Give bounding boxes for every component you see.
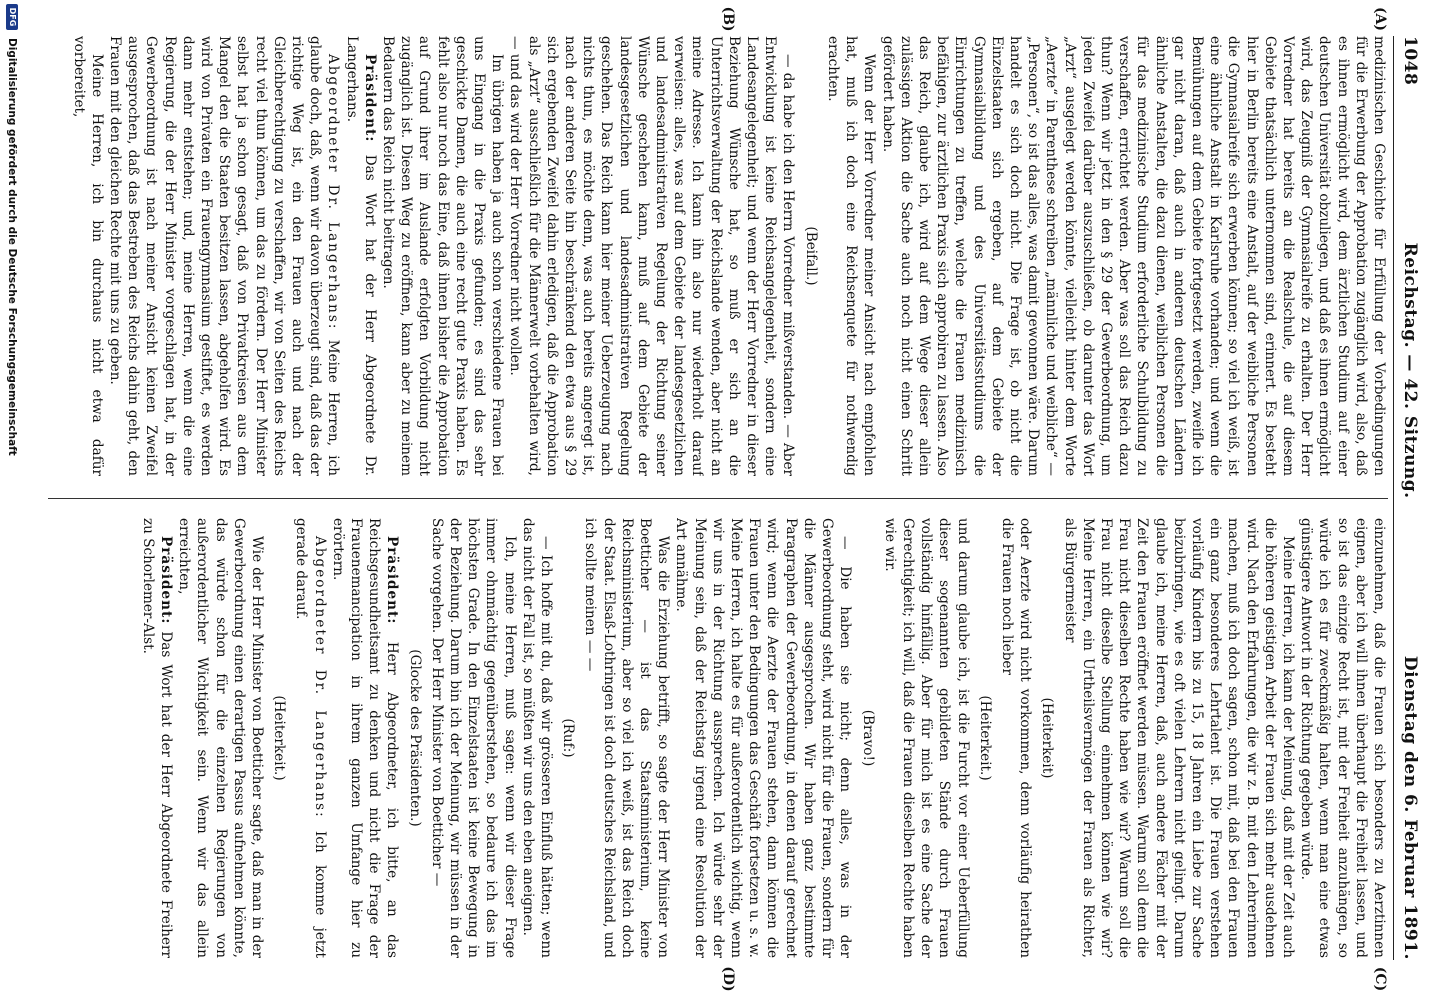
paragraph: — Die haben sie nicht; denn alles, was in der Gewerbeordnung steht, wird nicht für die Frauen, sondern für die Männer ausgesprochen. Wir haben ganz bestimmte Paragraphen der Gewerbeordnung, in denen darauf gerechnet wird; wenn die Aerzte der Frauen stehen, dann können die Frauen unter den Bedingungen das Geschäft fortsetzen u. s. w. Meine Herren, ich halte es für außerordentlich wichtig, wenn wir uns in der Richtung aussprechen. Ich würde sehr der Meinung sein, daß der Reichstag irgend eine Resolution der Art annähme. [673, 518, 854, 958]
speaker-text: Das Wort hat der Herr Abgeordnete Dr. Langerhans. [343, 36, 378, 476]
speaker-text: Meine Herren, ich glaube doch, daß, wenn wir davon überzeugt sind, daß das der richtige Weg ist, ein den Frauen auch und nach der Gleichberechtigung zu verschaffen, wir von Seiten des Reichs recht viel thun können, um das zu fördern. Der Herr Minister selbst hat ja schon gesagt, daß von Privatkreisen aus dem Mangel den die Staaten besitzen lassen, abgeholfen wird. Es wird von Privaten ein Frauengymnasium gestiftet, es werden dann mehr entstehen; und, meine Herren, wenn die eine Regierung, die der Herr Minister vorgeschlagen hat, in der Gewerbeordnung ist nach meiner Ansicht keinen Zweifel ausgesprochen, daß das Bestreben des Reichs dahin geht, den Frauen mit den gleichen Rechte mit uns zu geben. [106, 36, 342, 476]
column-divider [48, 498, 1388, 499]
speaker-name: Präsident: [361, 54, 378, 143]
speaker-paragraph [342, 36, 378, 476]
speaker-name: Abgeordneter Dr. Langerhans: [325, 54, 342, 331]
interjection: (Heiterkeit) [1039, 697, 1056, 779]
speaker-name: Präsident: [384, 536, 401, 625]
margin-marker-b: (B) [720, 6, 736, 32]
left-column [48, 36, 1388, 476]
interjection: (Ruf:) [560, 718, 577, 758]
page-number: 1048 [1400, 36, 1420, 86]
speaker-paragraph [329, 518, 402, 958]
speaker-text: Ich komme jetzt gerade darauf. [293, 518, 328, 958]
credit-text: Digitalisierung gefördert durch die Deutsche Forschungsgemeinschaft [6, 38, 18, 456]
margin-marker-c: (C) [1372, 966, 1388, 992]
paragraph: Meine Herren, ich kann der Meinung, daß mit der Zeit auch die höheren geistigen Arbeit der Frauen sich mehr ausdehnen wird. Nach den Erfahrungen, die wir z. B. mit den Lehrerinnen machen, muß ich doch sagen, schon mit, daß bei den Frauen ein ganz besonderes Lehrtalent ist. Die Frauen verstehen vorläufig Kindern bis zu 15, 18 Jahren ein Liebe zur Sache beizubringen, wie es oft vielen Lehrern nicht gelingt. Darum glaube ich, meine Herren, daß, auch andere Fächer mit der Zeit den Frauen eröffnet werden müssen. Warum soll denn die Frau nicht dieselben Rechte haben wie wir? Warum soll die Frau nicht dieselbe Stellung einnehmen können wie wir? Meine Herren, ein Urtheilsvermögen der Frauen als Richter, als Bürgermeister [1061, 518, 1296, 958]
right-column [48, 518, 1388, 958]
paragraph: Im übrigen haben ja auch schon verschiedene Frauen bei uns Eingang in die Praxis gefunden; es sind das sehr geschickte Damen, die auch eine recht gute Praxis haben. Es fehlt also nur noch das Eine, daß ihnen bisher die Approbation auf Grund ihrer im Auslande erfolgten Vorbildung nicht zugänglich ist. Diesen Weg zu eröffnen, kann aber zu meinem Bedauern das Reich nicht beitragen. [380, 36, 506, 476]
page-header [1398, 36, 1422, 960]
paragraph: medizinischen Geschichte für Erfüllung der Vorbedingungen für die Erwerbung der Approbation zugänglich wird, also, daß es ihnen ermöglicht wird, dem ärztlichen Studium auf einer deutschen Universität obzuliegen, und daß es ihnen ermöglicht wird, das Zeugniß der Gymnasialreife zu erhalten. Der Herr Vorredner hat bereits an die Realschule, die auf diesem Gebiete thatsächlich unternommen sind, erinnert. Es besteht hier in Berlin bereits eine Anstalt, auf der weibliche Personen die Gymnasialreife sich erwerben können; so viel ich weiß, ist eine ähnliche Anstalt in Karlsruhe vorhanden; und wenn die Bemühungen auf dem Gebiete fortgesetzt werden, zweifle ich gar nicht daran, daß auch in anderen deutschen Ländern ähnliche Anstalten, die dazu dienen, weiblichen Personen die für das medizinische Studium erforderliche Schulbildung zu verschaffen, errichtet werden. Aber was soll das Reich dazu thun? Wenn wir jetzt in den § 29 der Gewerbeordnung, um jeden Zweifel darüber auszuschließen, ob darunter das Wort „Arzt“ ausgelegt werden könnte, vielleicht hinter dem Worte „Aerzte“ in Parenthese schreiben „männliche und weibliche“ — „Personen“, so ist das alles, was damit gewonnen wäre. Darum handelt es sich doch nicht. Die Frage ist, ob nicht die Einzelstaaten sich ergeben, auf dem Gebiete der Gymnasialbildung und des Universitätsstudiums die Einrichtungen zu treffen, welche die Frauen medizinisch befähigen, zur ärztlichen Praxis sich approbiren zu lassen. Also das Reich, glaube ich, wird auf dem Wege dieser allein zulässigen Aktion die Sache auch noch nicht einen Schritt gefördert haben. [879, 36, 1387, 476]
interjection: (Beifall.) [802, 226, 819, 286]
paragraph: einzunehmen, daß die Frauen sich besonders zu Aerztinnen eignen, aber ich will ihnen überhaupt die Freiheit lassen, und so ist das einzige Recht ist, mit der Freiheit anzuhängen, so würde ich es für zweckmäßig halten, wenn man eine etwas günstigere Antwort in der Richtung gegeben würde. [1298, 518, 1387, 958]
interjection: (Bravo!) [859, 709, 876, 767]
speaker-name: Präsident: [158, 536, 174, 625]
digitization-credit [2, 0, 22, 1000]
paragraph: Wenn der Herr Vorredner meiner Ansicht nach empfohlen hat, muß ich doch eine Reichsenquete für nothwendig erachten. [824, 36, 878, 476]
paragraph: — Ich hoffe mit du, daß wir grösseren Einfluß hätten; wenn das nicht der Fall ist, so müßten wir uns den eben aneignen. [519, 518, 555, 958]
paragraph: Was die Erziehung betrifft, so sagte der Herr Minister von Boetticher — ist das Staatsministerium, keine Reichsministerium, aber so viel ich weiß, ist das Reich doch der Staat. Elsaß-Lothringen ist doch deutsches Reichsland, und ich sollte meinen — — [582, 518, 672, 958]
speaker-name: Abgeordneter Dr. Langerhans: [311, 536, 328, 819]
header-rule [1393, 36, 1394, 960]
interjection: (Heiterkeit.) [976, 695, 993, 781]
interjection: (Heiterkeit.) [271, 695, 288, 781]
speaker-paragraph [106, 36, 343, 476]
dfg-logo-icon: DFG [6, 4, 18, 30]
paragraph: und darum glaube ich, ist die Furcht vor einer Ueberfüllung dieser sogenannten gebildeten Stände durch Frauen vollständig hinfällig. Aber für mich ist es eine Sache der Gerechtigkeit; ich will, daß die Frauen dieselben Rechte haben wie wir. [881, 518, 971, 958]
paragraph: Meine Herren, ich bin durchaus nicht etwa dafür vorbereitet, [70, 36, 105, 476]
paragraph: — da habe ich den Herrn Vorredner mißverstanden. — Aber Entwicklung ist keine Reichsangelegenheit, sondern eine Landesangelegenheit; und wenn der Herr Vorredner in dieser Beziehung Wünsche hat, so muß er sich an die Unterrichtsverwaltung der Reichslande wenden, aber nicht an meine Adresse. Ich kann ihn also nur wiederholt darauf verweisen: alles, was auf dem Gebiete der landesgesetzlichen und landesadministrativen Regelung der Richtung seiner Wünsche geschehen kann, muß auf dem Gebiete der landesgesetzlichen und landesadministrativen Regelung geschehen. Das Reich kann hier meiner Ueberzeugung nach nichts thun, es möchte denn, was auch bereits angeregt ist, nach der anderen Seite hin beschränkend den etwa aus § 29 sich ergebenden Zweifel dahin erledigen, daß die Approbation als „Arzt“ ausschließlich für die Männerwelt vorbehalten wird, — und das wird der Herr Vorredner nicht wollen. [507, 36, 797, 476]
paragraph: Wie der Herr Minister von Boetticher sagte, daß man in der Gewerbeordnung einen derartigen Passus aufnehmen könnte, das würde schon für die einzelnen Regierungen von außerordentlicher Wichtigkeit sein. Wenn wir das allein erreichten, [176, 518, 266, 958]
speaker-paragraph [139, 518, 175, 958]
margin-marker-d: (D) [720, 966, 736, 992]
speaker-text: Das Wort hat der Herr Abgeordnete Freiherr zu Schorlemer-Alst. [139, 518, 174, 958]
margin-marker-a: (A) [1372, 6, 1388, 32]
interjection: (Glocke des Präsidenten.) [406, 649, 423, 827]
session-date: Dienstag den 6. Februar 1891. [1400, 655, 1420, 960]
paragraph: Ich, meine Herren, muß sagen: wenn wir dieser Frage immer ohnmächtig gegenüberstehen, so bedaure ich das im höchsten Grade. In den Einzelstaaten ist keine Bewegung in der Beziehung. Darum bin ich der Meinung, wir müssen in der Sache vorgehen. Der Herr Minister von Boetticher — [428, 518, 518, 958]
speaker-text: Herr Abgeordneter, ich bitte, an das Reichsgesundheitsamt zu denken und nicht die Frage der Frauenemancipation in ihrem ganzen Umfange hier zu erörtern. [329, 518, 401, 958]
session-title: Reichstag. — 42. Sitzung. [1400, 242, 1420, 499]
paragraph: oder Aerzte wird nicht vorkommen, denn vorläufig heirathen die Frauen noch lieber [998, 518, 1034, 958]
speaker-paragraph [292, 518, 328, 958]
